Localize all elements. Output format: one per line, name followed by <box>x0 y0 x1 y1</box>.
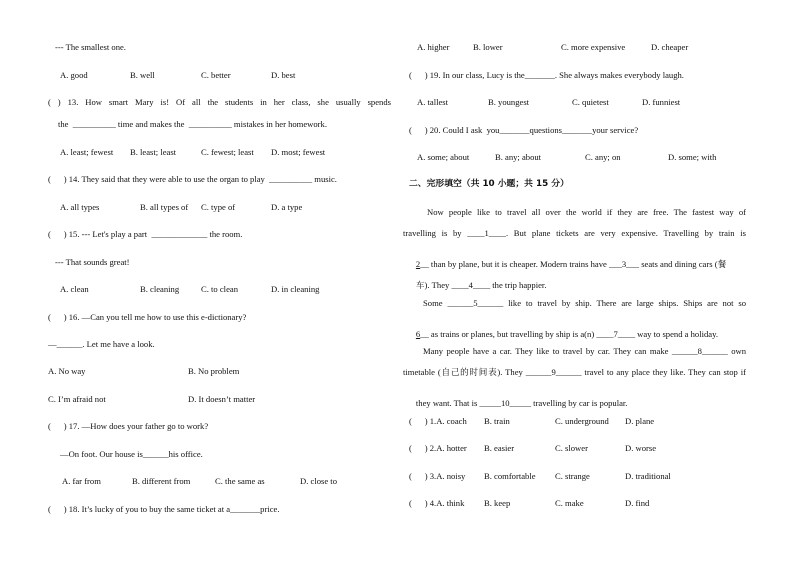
q13-stem-line1: ( ) 13. How smart Mary is! Of all the students in her class, she usually spends <box>48 97 391 107</box>
option-a: A. tallest <box>417 97 449 107</box>
option-a: A. higher <box>417 42 450 52</box>
cloze-stem: ( ) 3.A. noisy <box>409 471 466 481</box>
option-c: C. quietest <box>572 97 609 107</box>
option-b: B. youngest <box>488 97 530 107</box>
para1-line3: 2__ than by plane, but it is cheaper. Modern trains have ___3___ seats and dining cars (餐 <box>415 259 727 271</box>
q12-answer-line: --- The smallest one. <box>55 42 126 52</box>
para1-line1: Now people like to travel all over the world if they are free. The fastest way of <box>427 207 746 217</box>
blank-10: _____10_____ <box>479 398 532 409</box>
option-a: A. some; about <box>417 152 470 162</box>
q15-reply: --- That sounds great! <box>55 257 130 267</box>
option-d: D. find <box>625 498 650 508</box>
blank-5: ______5______ <box>447 298 504 308</box>
option-c: C. any; on <box>585 152 621 162</box>
q17-reply: —On foot. Our house is______his office. <box>60 449 203 459</box>
para3-line3: they want. That is _____10_____ travelling by car is popular. <box>415 398 628 409</box>
q13-stem-line2: the __________ time and makes the __________ mistakes in her homework. <box>58 119 327 129</box>
q14-options <box>60 202 380 214</box>
blank-8: ______8______ <box>671 346 728 356</box>
option-c: C. I’m afraid not <box>48 394 106 404</box>
para2-line2: 6__ as trains or planes, but travelling by ship is a(n) ____7____ way to spend a holiday. <box>415 329 718 340</box>
q18-stem: ( ) 18. It’s lucky of you to buy the same ticket at a_______price. <box>48 504 280 514</box>
option-c: C. more expensive <box>561 42 626 52</box>
para1-line4: 车). They ____4____ the trip happier. <box>415 280 547 292</box>
option-d: D. It doesn’t matter <box>188 394 256 404</box>
option-b: B. all types of <box>140 202 189 212</box>
option-d: D. traditional <box>625 471 671 481</box>
q17-stem: ( ) 17. —How does your father go to work? <box>48 421 209 431</box>
option-c: C. strange <box>555 471 590 481</box>
q16-reply: —______. Let me have a look. <box>48 339 155 349</box>
option-a: A. all types <box>60 202 100 212</box>
option-b: B. lower <box>473 42 503 52</box>
q16-options-row1 <box>48 366 378 378</box>
q19-stem: ( ) 19. In our class, Lucy is the_______. She always makes everybody laugh. <box>409 70 684 80</box>
blank-6: 6 <box>415 329 421 340</box>
option-b: B. No problem <box>188 366 240 376</box>
cloze-stem: ( ) 2.A. hotter <box>409 443 467 453</box>
option-b: B. easier <box>484 443 515 453</box>
cloze-item-2 <box>409 443 749 455</box>
option-d: D. in cleaning <box>271 284 320 294</box>
option-d: D. some; with <box>668 152 717 162</box>
option-c: C. the same as <box>215 476 265 486</box>
q15-options <box>60 284 380 296</box>
cloze-item-4 <box>409 498 749 510</box>
q19-options <box>417 97 757 109</box>
cloze-item-1 <box>409 416 749 428</box>
q17-options <box>62 476 382 488</box>
option-c: C. better <box>201 70 231 80</box>
option-b: B. comfortable <box>484 471 536 481</box>
option-d: D. worse <box>625 443 657 453</box>
q20-stem: ( ) 20. Could I ask you_______questions_______your service? <box>409 125 639 135</box>
option-b: B. cleaning <box>140 284 180 294</box>
option-c: C. fewest; least <box>201 147 254 157</box>
option-c: C. slower <box>555 443 588 453</box>
blank-4: ____4____ <box>451 280 491 291</box>
cloze-stem: ( ) 4.A. think <box>409 498 465 508</box>
option-d: D. close to <box>300 476 337 486</box>
option-a: A. clean <box>60 284 89 294</box>
option-c: C. underground <box>555 416 609 426</box>
option-c: C. make <box>555 498 584 508</box>
option-b: B. keep <box>484 498 511 508</box>
section-2-title: 二、完形填空（共 10 小题；共 15 分） <box>409 179 569 189</box>
q16-options-row2 <box>48 394 378 406</box>
option-a: A. least; fewest <box>60 147 114 157</box>
q14-stem: ( ) 14. They said that they were able to use the organ to play __________ music. <box>48 174 337 184</box>
q13-options <box>60 147 380 159</box>
blank-9: ______9______ <box>525 367 582 377</box>
option-a: A. good <box>60 70 88 80</box>
cloze-stem: ( ) 1.A. coach <box>409 416 467 426</box>
option-c: C. to clean <box>201 284 238 294</box>
option-d: D. a type <box>271 202 303 212</box>
para2-line1: Some ______5______ like to travel by ship. There are large ships. Ships are not so <box>423 298 746 308</box>
para1-line2: travelling is by ____1____. But plane tickets are very expensive. Travelling by train is <box>403 228 747 238</box>
option-a: A. No way <box>48 366 86 376</box>
option-b: B. well <box>130 70 155 80</box>
option-d: D. best <box>271 70 296 80</box>
q12-options <box>60 70 380 82</box>
para3-line1: Many people have a car. They like to travel by car. They can make ______8______ own <box>423 346 746 356</box>
option-b: B. any; about <box>495 152 542 162</box>
option-b: B. train <box>484 416 510 426</box>
blank-1: ____1____ <box>467 228 506 238</box>
option-b: B. different from <box>132 476 191 486</box>
option-d: D. plane <box>625 416 655 426</box>
option-d: D. cheaper <box>651 42 689 52</box>
blank-7: ____7____ <box>596 329 635 340</box>
option-c: C. type of <box>201 202 236 212</box>
option-d: D. most; fewest <box>271 147 326 157</box>
option-b: B. least; least <box>130 147 177 157</box>
q18-options <box>417 42 757 54</box>
q20-options <box>417 152 757 164</box>
blank-3: ___3___ <box>608 259 640 270</box>
cloze-item-3 <box>409 471 749 483</box>
option-d: D. funniest <box>642 97 681 107</box>
q16-stem: ( ) 16. —Can you tell me how to use this e-dictionary? <box>48 312 247 322</box>
blank-2: 2 <box>415 259 421 270</box>
q15-stem: ( ) 15. --- Let's play a part _____________ the room. <box>48 229 243 239</box>
para3-line2: timetable (自己的时间表). They ______9______ travel to any place they like. They can stop if <box>403 367 746 378</box>
option-a: A. far from <box>62 476 101 486</box>
